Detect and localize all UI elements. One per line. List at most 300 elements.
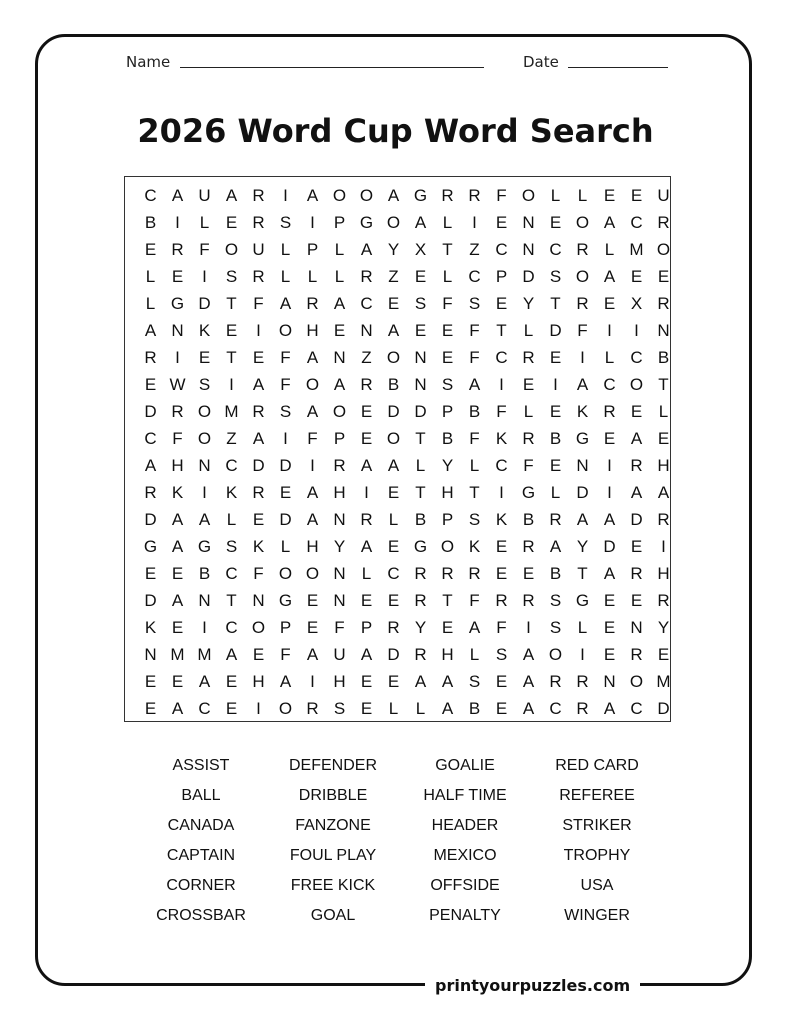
grid-letter: L [226, 510, 237, 529]
grid-letter: R [522, 348, 535, 367]
grid-letter: E [225, 213, 238, 232]
grid-letter: L [577, 618, 588, 637]
grid-letter: C [225, 564, 238, 583]
word-list-item: DEFENDER [288, 757, 377, 774]
grid-letter: B [441, 429, 454, 448]
grid-letter: O [197, 429, 212, 448]
grid-letter: A [279, 672, 292, 691]
grid-letter: E [441, 348, 454, 367]
grid-row [137, 321, 677, 348]
grid-letter: A [630, 483, 643, 502]
grid-letter: I [256, 321, 261, 340]
grid-letter: L [442, 213, 453, 232]
grid-letter: A [360, 456, 373, 475]
grid-letter: Z [361, 348, 372, 367]
grid-letter: E [495, 564, 508, 583]
grid-letter: F [496, 186, 507, 205]
grid-letter: D [414, 402, 427, 421]
grid-letter: A [387, 456, 400, 475]
grid-letter: I [310, 213, 315, 232]
grid-letter: L [415, 456, 426, 475]
grid-letter: I [634, 321, 639, 340]
grid-letter: A [198, 510, 211, 529]
grid-letter: E [387, 672, 400, 691]
page-title: 2026 Word Cup Word Search [137, 112, 654, 150]
grid-letter: E [144, 564, 157, 583]
grid-letter: E [657, 429, 670, 448]
grid-letter: E [549, 456, 562, 475]
grid-letter: R [414, 591, 427, 610]
grid-letter: A [603, 267, 616, 286]
grid-letter: E [360, 591, 373, 610]
grid-letter: T [226, 294, 237, 313]
grid-letter: E [225, 321, 238, 340]
grid-letter: R [252, 186, 265, 205]
grid-letter: A [414, 672, 427, 691]
grid-letter: L [334, 267, 345, 286]
grid-letter: F [577, 321, 588, 340]
grid-letter: G [278, 591, 293, 610]
grid-letter: W [169, 375, 186, 394]
grid-letter: A [603, 510, 616, 529]
grid-letter: H [306, 537, 319, 556]
grid-letter: E [630, 591, 643, 610]
grid-letter: H [657, 456, 670, 475]
grid-letter: I [607, 321, 612, 340]
grid-row [137, 537, 677, 564]
grid-letter: T [415, 429, 426, 448]
word-list-item: FREE KICK [290, 877, 376, 894]
grid-letter: L [280, 240, 291, 259]
grid-letter: G [575, 429, 590, 448]
grid-letter: R [630, 645, 643, 664]
grid-letter: B [549, 429, 562, 448]
grid-letter: O [305, 375, 320, 394]
word-list-item: ASSIST [172, 757, 230, 774]
grid-letter: O [224, 240, 239, 259]
grid-letter: K [468, 537, 481, 556]
grid-letter: S [333, 699, 346, 718]
grid-letter: K [576, 402, 589, 421]
grid-letter: I [202, 483, 207, 502]
grid-letter: E [279, 483, 292, 502]
grid-letter: O [575, 213, 590, 232]
grid-letter: F [172, 429, 183, 448]
grid-letter: U [657, 186, 670, 205]
grid-letter: A [441, 672, 454, 691]
grid-letter: Z [469, 240, 480, 259]
grid-letter: U [252, 240, 265, 259]
grid-letter: N [657, 321, 670, 340]
grid-letter: A [306, 186, 319, 205]
grid-letter: P [441, 510, 454, 529]
grid-letter: D [144, 591, 157, 610]
grid-letter: A [522, 672, 535, 691]
grid-letter: O [359, 186, 374, 205]
grid-letter: L [523, 402, 534, 421]
word-list-item: HALF TIME [423, 787, 507, 804]
grid-letter: H [306, 321, 319, 340]
grid-letter: A [468, 618, 481, 637]
grid-letter: R [522, 591, 535, 610]
grid-letter: E [225, 672, 238, 691]
grid-letter: O [386, 429, 401, 448]
grid-letter: E [603, 429, 616, 448]
grid-letter: C [225, 618, 238, 637]
grid-row [137, 672, 677, 699]
grid-letter: D [387, 402, 400, 421]
grid-letter: N [333, 564, 346, 583]
grid-letter: C [387, 564, 400, 583]
grid-letter: S [468, 294, 481, 313]
grid-letter: C [468, 267, 481, 286]
word-list-item: CROSSBAR [156, 907, 246, 924]
grid-letter: A [252, 429, 265, 448]
grid-letter: E [495, 537, 508, 556]
grid-letter: A [333, 375, 346, 394]
grid-letter: I [175, 348, 180, 367]
grid-letter: L [577, 186, 588, 205]
grid-letter: A [603, 564, 616, 583]
grid-letter: F [442, 294, 453, 313]
grid-letter: E [387, 591, 400, 610]
grid-letter: F [469, 348, 480, 367]
grid-letter: Y [522, 294, 535, 313]
grid-row [137, 375, 677, 402]
grid-row [137, 456, 677, 483]
grid-letter: E [387, 294, 400, 313]
grid-letter: Z [388, 267, 399, 286]
grid-letter: R [468, 186, 481, 205]
grid-row [137, 294, 677, 321]
grid-letter: N [522, 240, 535, 259]
grid-letter: L [658, 402, 669, 421]
grid-letter: G [359, 213, 374, 232]
grid-letter: E [495, 294, 508, 313]
grid-letter: E [333, 321, 346, 340]
grid-letter: D [144, 510, 157, 529]
grid-row [137, 618, 677, 645]
grid-letter: S [441, 375, 454, 394]
grid-letter: O [278, 321, 293, 340]
grid-letter: R [360, 510, 373, 529]
word-list-item: MEXICO [433, 847, 497, 864]
grid-letter: I [499, 375, 504, 394]
grid-letter: L [604, 348, 615, 367]
grid-letter: G [143, 537, 158, 556]
grid-letter: R [657, 213, 670, 232]
grid-letter: A [468, 375, 481, 394]
grid-letter: A [441, 699, 454, 718]
grid-letter: L [145, 267, 156, 286]
grid-letter: E [198, 348, 211, 367]
grid-letter: E [306, 618, 319, 637]
grid-letter: E [171, 672, 184, 691]
grid-letter: A [576, 375, 589, 394]
grid-row [137, 348, 677, 375]
grid-letter: R [144, 348, 157, 367]
grid-letter: L [415, 699, 426, 718]
grid-letter: D [387, 645, 400, 664]
grid-letter: E [252, 645, 265, 664]
word-list-item: GOAL [310, 907, 356, 924]
grid-letter: A [171, 186, 184, 205]
grid-letter: D [198, 294, 211, 313]
grid-letter: Y [576, 537, 589, 556]
grid-letter: F [496, 402, 507, 421]
grid-letter: H [171, 456, 184, 475]
grid-letter: C [549, 699, 562, 718]
grid-letter: L [280, 537, 291, 556]
grid-letter: E [657, 267, 670, 286]
grid-letter: P [360, 618, 373, 637]
grid-letter: I [607, 483, 612, 502]
grid-letter: M [656, 672, 671, 691]
grid-letter: R [630, 456, 643, 475]
grid-letter: C [144, 429, 157, 448]
grid-letter: E [306, 591, 319, 610]
grid-letter: D [549, 321, 562, 340]
grid-letter: I [310, 672, 315, 691]
grid-letter: I [202, 267, 207, 286]
grid-letter: S [495, 645, 508, 664]
grid-letter: L [307, 267, 318, 286]
grid-letter: P [441, 402, 454, 421]
grid-letter: I [553, 375, 558, 394]
grid-letter: E [414, 321, 427, 340]
grid-letter: E [144, 375, 157, 394]
grid-letter: R [522, 537, 535, 556]
grid-letter: K [252, 537, 265, 556]
grid-letter: G [575, 591, 590, 610]
grid-letter: B [522, 510, 535, 529]
name-label: Name [126, 53, 171, 71]
grid-letter: G [521, 483, 536, 502]
grid-letter: R [495, 591, 508, 610]
grid-letter: I [256, 699, 261, 718]
grid-letter: L [442, 267, 453, 286]
grid-letter: E [630, 186, 643, 205]
grid-letter: Y [387, 240, 400, 259]
grid-letter: O [332, 402, 347, 421]
grid-letter: F [496, 618, 507, 637]
grid-letter: A [630, 429, 643, 448]
grid-letter: A [306, 645, 319, 664]
grid-letter: E [630, 402, 643, 421]
grid-letter: H [333, 483, 346, 502]
grid-letter: B [549, 564, 562, 583]
grid-letter: E [549, 348, 562, 367]
grid-letter: R [630, 564, 643, 583]
grid-letter: D [144, 402, 157, 421]
grid-letter: X [630, 294, 643, 313]
grid-letter: E [549, 213, 562, 232]
grid-letter: O [386, 348, 401, 367]
grid-letter: Y [414, 618, 427, 637]
grid-row [137, 591, 677, 618]
grid-letter: A [657, 483, 670, 502]
grid-letter: A [387, 321, 400, 340]
word-list-item: RED CARD [555, 757, 639, 774]
grid-letter: C [495, 348, 508, 367]
grid-letter: A [306, 483, 319, 502]
grid-letter: T [577, 564, 588, 583]
grid-letter: N [630, 618, 643, 637]
grid-letter: S [225, 537, 238, 556]
grid-letter: A [171, 699, 184, 718]
footer-site-name: printyourpuzzles.com [425, 974, 640, 998]
grid-letter: O [278, 699, 293, 718]
grid-letter: I [472, 213, 477, 232]
grid-letter: A [252, 375, 265, 394]
grid-letter: E [144, 672, 157, 691]
grid-letter: F [523, 456, 534, 475]
name-line [180, 67, 484, 68]
grid-letter: F [253, 564, 264, 583]
grid-letter: E [387, 483, 400, 502]
grid-letter: L [469, 456, 480, 475]
grid-letter: O [629, 672, 644, 691]
word-list-item: PENALTY [429, 907, 501, 924]
grid-letter: R [171, 402, 184, 421]
grid-letter: A [225, 645, 238, 664]
grid-letter: A [171, 591, 184, 610]
grid-letter: D [279, 510, 292, 529]
grid-letter: O [251, 618, 266, 637]
grid-row [137, 402, 677, 429]
grid-letter: N [360, 321, 373, 340]
word-list-item: FOUL PLAY [289, 847, 377, 864]
grid-letter: N [414, 375, 427, 394]
grid-letter: F [253, 294, 264, 313]
grid-letter: A [360, 645, 373, 664]
grid-letter: R [468, 564, 481, 583]
grid-letter: N [414, 348, 427, 367]
grid-letter: N [333, 591, 346, 610]
grid-letter: L [550, 186, 561, 205]
grid-letter: R [576, 672, 589, 691]
grid-letter: E [657, 645, 670, 664]
grid-row [137, 699, 677, 726]
grid-letter: H [252, 672, 265, 691]
grid-letter: R [252, 213, 265, 232]
grid-letter: P [333, 429, 346, 448]
grid-letter: A [549, 537, 562, 556]
grid-letter: X [414, 240, 427, 259]
grid-letter: S [549, 267, 562, 286]
grid-letter: T [226, 348, 237, 367]
grid-letter: T [550, 294, 561, 313]
grid-letter: F [469, 321, 480, 340]
grid-letter: Y [657, 618, 670, 637]
grid-letter: O [278, 564, 293, 583]
grid-letter: C [360, 294, 373, 313]
grid-letter: S [279, 402, 292, 421]
grid-letter: D [630, 510, 643, 529]
grid-letter: E [225, 699, 238, 718]
grid-letter: R [576, 699, 589, 718]
grid-letter: K [225, 483, 238, 502]
grid-letter: C [198, 699, 211, 718]
grid-letter: O [440, 537, 455, 556]
grid-letter: F [280, 375, 291, 394]
word-list-item: CORNER [166, 877, 236, 894]
grid-letter: N [198, 456, 211, 475]
grid-letter: O [575, 267, 590, 286]
grid-letter: O [629, 375, 644, 394]
grid-letter: F [280, 645, 291, 664]
grid-letter: T [226, 591, 237, 610]
grid-letter: E [603, 294, 616, 313]
grid-letter: O [656, 240, 671, 259]
grid-letter: A [171, 537, 184, 556]
grid-letter: E [603, 645, 616, 664]
grid-letter: A [360, 537, 373, 556]
grid-letter: N [144, 645, 157, 664]
grid-letter: R [252, 402, 265, 421]
grid-letter: L [550, 483, 561, 502]
grid-letter: E [414, 267, 427, 286]
grid-letter: A [171, 510, 184, 529]
grid-letter: E [360, 672, 373, 691]
grid-letter: K [144, 618, 157, 637]
grid-letter: M [170, 645, 185, 664]
grid-letter: N [603, 672, 616, 691]
grid-letter: A [306, 510, 319, 529]
grid-letter: F [199, 240, 210, 259]
grid-letter: O [386, 213, 401, 232]
grid-letter: A [387, 186, 400, 205]
grid-letter: A [360, 240, 373, 259]
grid-letter: M [224, 402, 239, 421]
grid-letter: E [495, 699, 508, 718]
word-list-item: GOALIE [435, 757, 495, 774]
grid-letter: E [360, 402, 373, 421]
grid-letter: L [469, 645, 480, 664]
grid-letter: M [197, 645, 212, 664]
word-list-item: USA [580, 877, 614, 894]
grid-letter: C [225, 456, 238, 475]
grid-letter: E [360, 429, 373, 448]
grid-letter: A [306, 402, 319, 421]
grid-row [137, 240, 677, 267]
grid-letter: B [198, 564, 211, 583]
grid-letter: A [333, 294, 346, 313]
grid-letter: N [333, 348, 346, 367]
grid-letter: C [630, 213, 643, 232]
grid-letter: C [495, 456, 508, 475]
grid-letter: T [442, 240, 453, 259]
grid-letter: K [171, 483, 184, 502]
grid-letter: R [576, 240, 589, 259]
grid-letter: O [521, 186, 536, 205]
grid-letter: I [310, 456, 315, 475]
grid-letter: P [333, 213, 346, 232]
grid-letter: R [360, 375, 373, 394]
grid-letter: M [629, 240, 644, 259]
grid-letter: I [283, 186, 288, 205]
grid-letter: E [522, 564, 535, 583]
grid-letter: E [441, 321, 454, 340]
grid-letter: H [657, 564, 670, 583]
word-list-item: OFFSIDE [430, 877, 500, 894]
grid-letter: P [495, 267, 508, 286]
grid-letter: A [576, 510, 589, 529]
grid-letter: E [441, 618, 454, 637]
grid-row [137, 429, 677, 456]
grid-letter: L [199, 213, 210, 232]
grid-letter: C [144, 186, 157, 205]
